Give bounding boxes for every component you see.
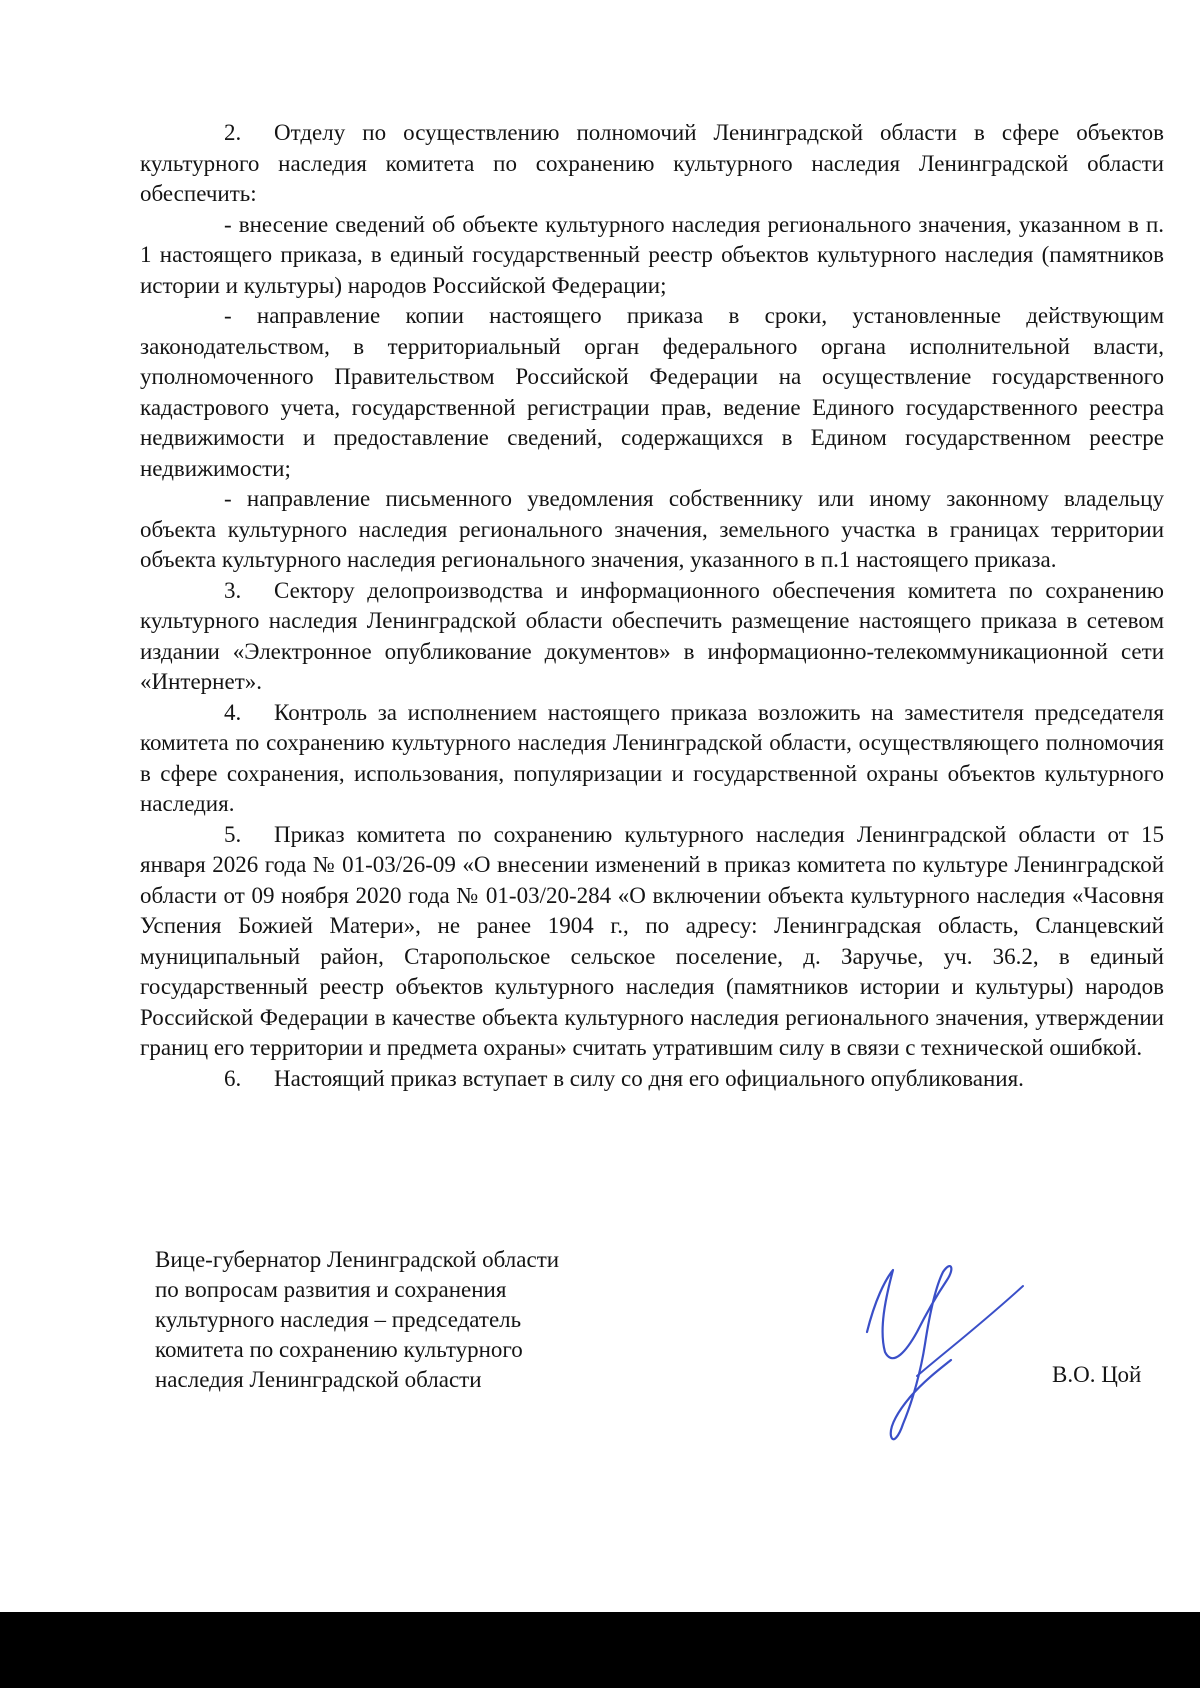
paragraph-number: 6. (224, 1065, 242, 1091)
paragraph-6 (140, 1064, 1164, 1095)
paragraph-2-item-registry (140, 210, 1164, 302)
paragraph-4 (140, 698, 1164, 820)
paragraph-5 (140, 820, 1164, 1064)
paragraph-2 (140, 118, 1164, 210)
position-line: по вопросам развития и сохранения (155, 1277, 507, 1302)
position-line: культурного наследия – председатель (155, 1307, 522, 1332)
paragraph-2-item-cadastre (140, 301, 1164, 484)
document-body (140, 118, 1164, 1094)
paragraph-text: Отделу по осуществлению полномочий Ленинградской области в сфере объектов культурного наследия комитета по сохранению культурного наследия Ленинградской области обеспечить: (140, 120, 1164, 206)
paragraph-text: Настоящий приказ вступает в силу со дня его официального опубликования. (274, 1065, 1024, 1091)
paragraph-number: 2. (224, 120, 242, 145)
paragraph-text: - направление письменного уведомления собственнику или иному законному владельцу объекта культурного наследия регионального значения, земельного участка в границах территории объекта культурного наследия регионального значения, указанного в п.1 настоящего приказа. (140, 486, 1164, 572)
paragraph-text: - внесение сведений об объекте культурного наследия регионального значения, указанном в п. 1 настоящего приказа, в единый государственный реестр объектов культурного наследия (памятников истории и культуры) народов Российской Федерации; (140, 211, 1164, 298)
handwritten-signature (855, 1240, 1035, 1450)
position-line: комитета по сохранению культурного (155, 1337, 523, 1362)
position-line: Вице-губернатор Ленинградской области (155, 1247, 560, 1272)
paragraph-text: Контроль за исполнением настоящего приказа возложить на заместителя председателя комитета по сохранению культурного наследия Ленинградской области, осуществляющего полномочия в сфере сохранения, использования, популяризации и государственной охраны объектов культурного наследия. (140, 699, 1164, 816)
position-line: наследия Ленинградской области (155, 1367, 482, 1392)
signatory-position (155, 1245, 675, 1395)
paragraph-number: 3. (224, 577, 242, 603)
paragraph-number: 5. (224, 821, 242, 847)
paragraph-2-item-notice (140, 484, 1164, 576)
signature-stroke (867, 1266, 951, 1439)
paragraph-number: 4. (224, 699, 242, 725)
scan-bottom-border (0, 1612, 1200, 1688)
paragraph-text: Приказ комитета по сохранению культурного наследия Ленинградской области от 15 января 2026 года № 01-03/26-09 «О внесении изменений в приказ комитета по культуре Ленинградской области от 09 ноября 2020 года № 01-03/20-284 «О включении объекта культурного наследия «Часовня Успения Божией Матери», не ранее 1904 г., по адресу: Ленинградская область, Сланцевский муниципальный район, Старопольское сельское поселение, д. Заручье, уч. 36.2, в единый государственный реестр объектов культурного наследия (памятников истории и культуры) народов Российской Федерации в качестве объекта культурного наследия регионального значения, утверждении границ его территории и предмета охраны» считать утратившим силу в связи с технической ошибкой. (140, 821, 1164, 1060)
paragraph-3 (140, 576, 1164, 698)
paragraph-text: - направление копии настоящего приказа в сроки, установленные действующим законодательством, в территориальный орган федерального органа исполнительной власти, уполномоченного Правительством Российской Федерации на осуществление государственного кадастрового учета, государственной регистрации прав, ведение Единого государственного реестра недвижимости и предоставление сведений, содержащихся в Едином государственном реестре недвижимости; (140, 303, 1164, 481)
paragraph-text: Сектору делопроизводства и информационного обеспечения комитета по сохранению культурного наследия Ленинградской области обеспечить размещение настоящего приказа в сетевом издании «Электронное опубликование документов» в информационно-телекоммуникационной сети «Интернет». (140, 577, 1164, 694)
signatory-name: В.О. Цой (1052, 1362, 1142, 1387)
